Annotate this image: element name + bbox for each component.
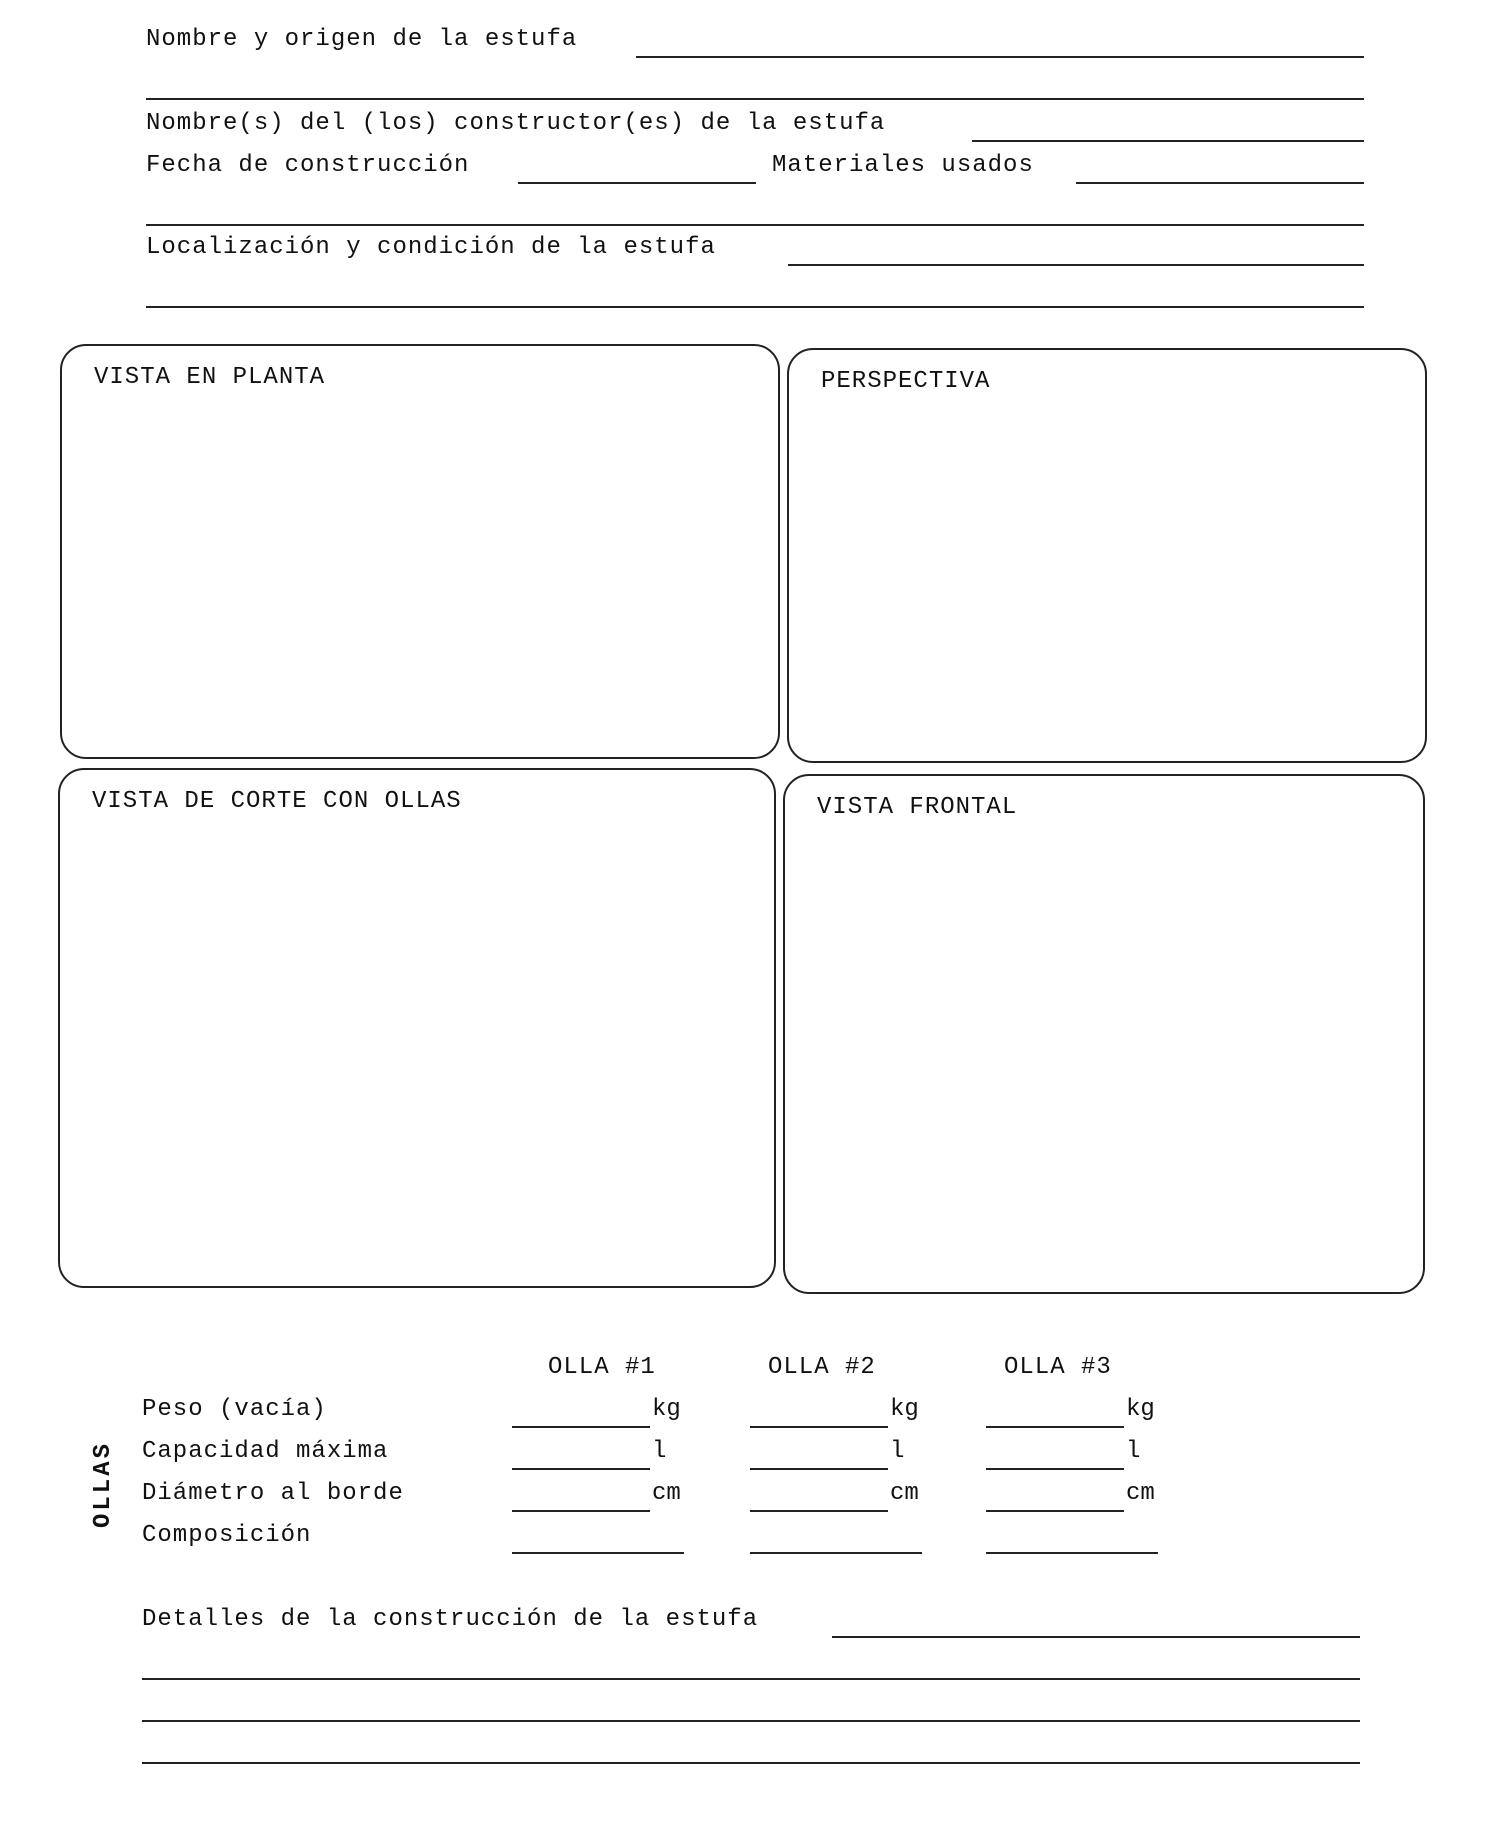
pot-2-capacity-unit: l bbox=[890, 1438, 905, 1465]
materials-label: Materiales usados bbox=[772, 152, 1034, 179]
composition-label: Composición bbox=[142, 1522, 312, 1549]
front-view-title: VISTA FRONTAL bbox=[817, 794, 1018, 821]
pot-1-weight-unit: kg bbox=[652, 1396, 681, 1423]
pot-2-weight-field[interactable] bbox=[750, 1426, 888, 1428]
pot-3-weight-field[interactable] bbox=[986, 1426, 1124, 1428]
pot-1-diameter-field[interactable] bbox=[512, 1510, 650, 1512]
pot-3-diameter-field[interactable] bbox=[986, 1510, 1124, 1512]
location-field[interactable] bbox=[788, 264, 1364, 266]
pot-2-diameter-unit: cm bbox=[890, 1480, 919, 1507]
location-label: Localización y condición de la estufa bbox=[146, 234, 716, 261]
name-origin-label: Nombre y origen de la estufa bbox=[146, 26, 578, 53]
builders-label: Nombre(s) del (los) constructor(es) de la estufa bbox=[146, 110, 886, 137]
name-origin-field[interactable] bbox=[636, 56, 1364, 58]
front-view-box[interactable] bbox=[783, 774, 1425, 1294]
construction-date-label: Fecha de construcción bbox=[146, 152, 470, 179]
pot-2-capacity-field[interactable] bbox=[750, 1468, 888, 1470]
pots-side-label: OLLAS bbox=[90, 1440, 117, 1528]
pot-3-diameter-unit: cm bbox=[1126, 1480, 1155, 1507]
builders-field[interactable] bbox=[972, 140, 1364, 142]
pot-1-capacity-unit: l bbox=[652, 1438, 667, 1465]
plan-view-title: VISTA EN PLANTA bbox=[94, 364, 326, 391]
capacity-label: Capacidad máxima bbox=[142, 1438, 389, 1465]
plan-view-box[interactable] bbox=[60, 344, 780, 759]
construction-details-line-3[interactable] bbox=[142, 1720, 1360, 1722]
pot-2-diameter-field[interactable] bbox=[750, 1510, 888, 1512]
pot-3-capacity-field[interactable] bbox=[986, 1468, 1124, 1470]
construction-details-field[interactable] bbox=[832, 1636, 1360, 1638]
perspective-title: PERSPECTIVA bbox=[821, 368, 991, 395]
construction-details-label: Detalles de la construcción de la estufa bbox=[142, 1606, 759, 1633]
materials-field[interactable] bbox=[1076, 182, 1364, 184]
pot-1-composition-field[interactable] bbox=[512, 1552, 684, 1554]
name-origin-field-continued[interactable] bbox=[146, 98, 1364, 100]
materials-field-continued[interactable] bbox=[146, 224, 1364, 226]
construction-date-field[interactable] bbox=[518, 182, 756, 184]
pot-3-weight-unit: kg bbox=[1126, 1396, 1155, 1423]
pot-3-composition-field[interactable] bbox=[986, 1552, 1158, 1554]
pot-1-capacity-field[interactable] bbox=[512, 1468, 650, 1470]
section-view-box[interactable] bbox=[58, 768, 776, 1288]
section-view-title: VISTA DE CORTE CON OLLAS bbox=[92, 788, 462, 815]
pot-1-diameter-unit: cm bbox=[652, 1480, 681, 1507]
perspective-box[interactable] bbox=[787, 348, 1427, 763]
rim-diameter-label: Diámetro al borde bbox=[142, 1480, 404, 1507]
location-field-continued[interactable] bbox=[146, 306, 1364, 308]
pot-3-header: OLLA #3 bbox=[1004, 1354, 1112, 1381]
pot-2-weight-unit: kg bbox=[890, 1396, 919, 1423]
pot-2-header: OLLA #2 bbox=[768, 1354, 876, 1381]
pot-1-header: OLLA #1 bbox=[548, 1354, 656, 1381]
weight-label: Peso (vacía) bbox=[142, 1396, 327, 1423]
pot-3-capacity-unit: l bbox=[1126, 1438, 1141, 1465]
construction-details-line-2[interactable] bbox=[142, 1678, 1360, 1680]
construction-details-line-4[interactable] bbox=[142, 1762, 1360, 1764]
pot-1-weight-field[interactable] bbox=[512, 1426, 650, 1428]
pot-2-composition-field[interactable] bbox=[750, 1552, 922, 1554]
